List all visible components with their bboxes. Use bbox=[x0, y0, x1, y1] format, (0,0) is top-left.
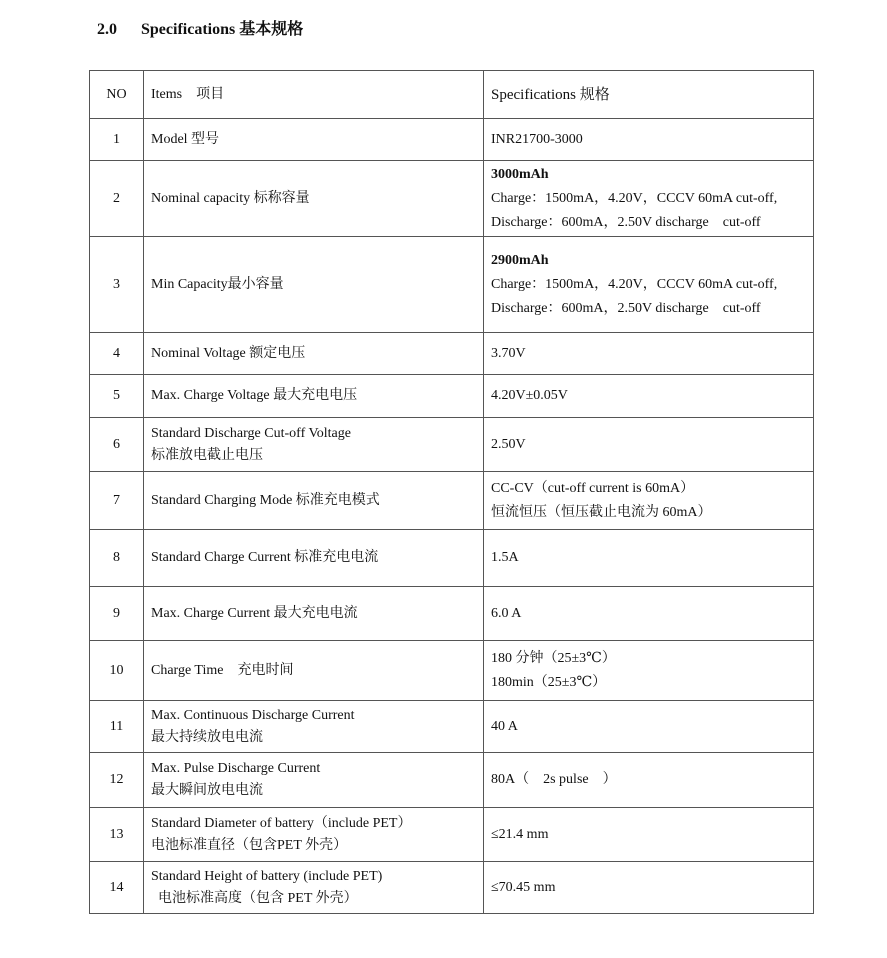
spec-line: CC-CV（cut-off current is 60mA） bbox=[491, 480, 695, 496]
item-line: Nominal capacity 标称容量 bbox=[151, 190, 310, 206]
table-row bbox=[90, 862, 814, 914]
section-number: 2.0 bbox=[97, 21, 117, 38]
spec-line: 3000mAh bbox=[491, 166, 549, 182]
row-number: 1 bbox=[90, 119, 144, 161]
item-line: Standard Discharge Cut-off Voltage bbox=[151, 425, 351, 441]
row-item bbox=[144, 418, 484, 472]
row-spec bbox=[484, 119, 814, 161]
row-number: 3 bbox=[90, 237, 144, 333]
row-spec bbox=[484, 237, 814, 333]
item-line: Min Capacity最小容量 bbox=[151, 276, 284, 292]
row-number: 13 bbox=[90, 808, 144, 862]
spec-line: 180min（25±3℃） bbox=[491, 674, 607, 690]
row-number: 9 bbox=[90, 587, 144, 641]
row-spec bbox=[484, 587, 814, 641]
spec-line: ≤70.45 mm bbox=[491, 879, 556, 895]
item-line: Nominal Voltage 额定电压 bbox=[151, 345, 306, 361]
row-spec bbox=[484, 375, 814, 418]
row-spec bbox=[484, 701, 814, 753]
row-spec bbox=[484, 161, 814, 237]
item-line: Model 型号 bbox=[151, 131, 220, 147]
table-row bbox=[90, 808, 814, 862]
item-line: Standard Diameter of battery（include PET） bbox=[151, 815, 412, 831]
header-no: NO bbox=[90, 71, 144, 119]
spec-line: 2900mAh bbox=[491, 252, 549, 268]
item-line: Charge Time 充电时间 bbox=[151, 662, 294, 678]
table-row bbox=[90, 530, 814, 587]
spec-line: 6.0 A bbox=[491, 605, 522, 621]
item-line: Max. Charge Current 最大充电电流 bbox=[151, 605, 358, 621]
table-row bbox=[90, 375, 814, 418]
table-row bbox=[90, 161, 814, 237]
row-item bbox=[144, 862, 484, 914]
row-spec bbox=[484, 808, 814, 862]
spec-line: 40 A bbox=[491, 718, 518, 734]
spec-line: ≤21.4 mm bbox=[491, 826, 549, 842]
row-number: 10 bbox=[90, 641, 144, 701]
table-row bbox=[90, 333, 814, 375]
table-row bbox=[90, 119, 814, 161]
item-line: Standard Charge Current 标准充电电流 bbox=[151, 550, 379, 565]
row-spec bbox=[484, 862, 814, 914]
row-number: 11 bbox=[90, 701, 144, 753]
spec-line: 1.5A bbox=[491, 550, 519, 565]
table-row bbox=[90, 753, 814, 808]
row-number: 4 bbox=[90, 333, 144, 375]
row-item bbox=[144, 587, 484, 641]
table-row bbox=[90, 472, 814, 530]
row-number: 8 bbox=[90, 530, 144, 587]
specifications-table bbox=[89, 70, 814, 914]
table-header-row bbox=[90, 71, 814, 119]
item-line: Standard Height of battery (include PET) bbox=[151, 868, 383, 884]
table-row bbox=[90, 701, 814, 753]
row-number: 7 bbox=[90, 472, 144, 530]
row-spec bbox=[484, 333, 814, 375]
table-row bbox=[90, 587, 814, 641]
spec-line: Discharge：600mA，2.50V discharge cut-off bbox=[491, 300, 761, 316]
header-specifications: Specifications 规格 bbox=[484, 71, 814, 119]
spec-line: Charge：1500mA，4.20V，CCCV 60mA cut-off, bbox=[491, 276, 778, 292]
row-spec bbox=[484, 753, 814, 808]
row-item bbox=[144, 530, 484, 587]
spec-line: Charge：1500mA，4.20V，CCCV 60mA cut-off, bbox=[491, 190, 778, 206]
table-row bbox=[90, 641, 814, 701]
item-line: 最大瞬间放电电流 bbox=[151, 783, 263, 798]
spec-line: 3.70V bbox=[491, 345, 526, 361]
row-item bbox=[144, 472, 484, 530]
row-item bbox=[144, 333, 484, 375]
row-item bbox=[144, 161, 484, 237]
item-line: Max. Charge Voltage 最大充电电压 bbox=[151, 388, 358, 403]
item-line: Max. Continuous Discharge Current bbox=[151, 707, 355, 723]
row-number: 12 bbox=[90, 753, 144, 808]
item-line: 电池标准直径（包含PET 外壳） bbox=[151, 837, 348, 853]
item-line: 标准放电截止电压 bbox=[151, 447, 263, 463]
header-items: Items 项目 bbox=[144, 71, 484, 119]
spec-line: 4.20V±0.05V bbox=[491, 388, 568, 403]
spec-line: 180 分钟（25±3℃） bbox=[491, 650, 616, 666]
section-title: Specifications 基本规格 bbox=[141, 21, 304, 38]
row-item bbox=[144, 701, 484, 753]
row-spec bbox=[484, 418, 814, 472]
row-number: 6 bbox=[90, 418, 144, 472]
spec-line: Discharge：600mA，2.50V discharge cut-off bbox=[491, 214, 761, 230]
row-number: 2 bbox=[90, 161, 144, 237]
row-item bbox=[144, 808, 484, 862]
table-row bbox=[90, 237, 814, 333]
row-spec bbox=[484, 641, 814, 701]
spec-line: 80A（ 2s pulse ） bbox=[491, 772, 617, 787]
item-line: 最大持续放电电流 bbox=[151, 729, 263, 745]
row-item bbox=[144, 753, 484, 808]
row-number: 5 bbox=[90, 375, 144, 418]
row-spec bbox=[484, 472, 814, 530]
item-line: 电池标准高度（包含 PET 外壳） bbox=[151, 890, 358, 906]
section-heading bbox=[97, 16, 303, 39]
item-line: Max. Pulse Discharge Current bbox=[151, 761, 321, 776]
row-item bbox=[144, 237, 484, 333]
item-line: Standard Charging Mode 标准充电模式 bbox=[151, 492, 380, 508]
row-item bbox=[144, 375, 484, 418]
table-row bbox=[90, 418, 814, 472]
row-item bbox=[144, 641, 484, 701]
spec-line: 恒流恒压（恒压截止电流为 60mA） bbox=[491, 504, 712, 520]
spec-line: INR21700-3000 bbox=[491, 131, 583, 147]
row-number: 14 bbox=[90, 862, 144, 914]
row-item bbox=[144, 119, 484, 161]
row-spec bbox=[484, 530, 814, 587]
spec-line: 2.50V bbox=[491, 436, 526, 452]
